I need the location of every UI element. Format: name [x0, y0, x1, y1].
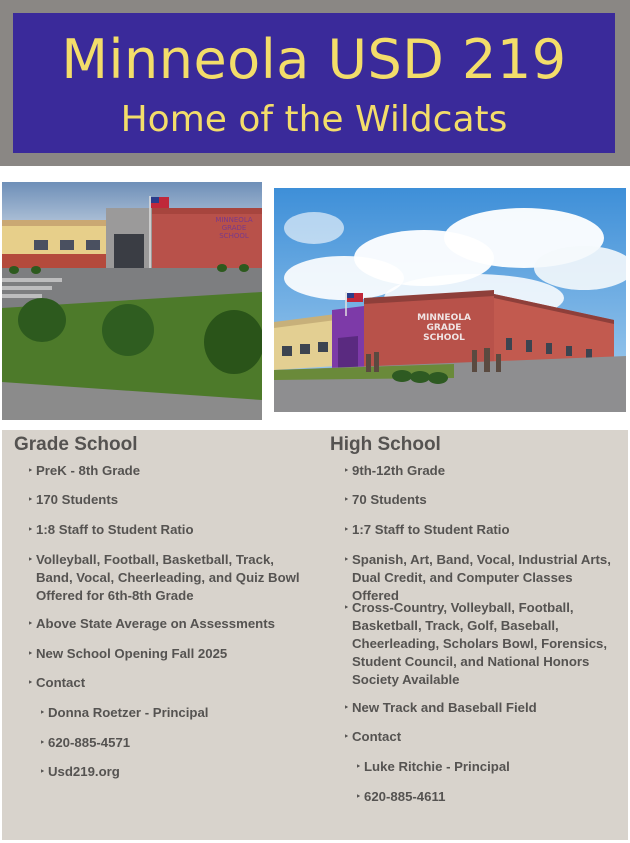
- school-photo-front: [2, 182, 262, 420]
- bullet-icon: ‣: [28, 678, 33, 687]
- bullet-icon: ‣: [40, 738, 45, 747]
- list-item: [330, 551, 622, 605]
- bullet-icon: ‣: [28, 649, 33, 658]
- bullet-icon: ‣: [344, 466, 349, 475]
- list-item-text: 9th-12th Grade: [352, 463, 446, 478]
- title-banner-inner: [13, 13, 615, 153]
- list-item: [14, 615, 306, 633]
- school-photo-front-illustration: [2, 182, 262, 420]
- bullet-icon: ‣: [28, 619, 33, 628]
- list-item: [330, 521, 622, 539]
- page-subtitle: Home of the Wildcats: [120, 99, 508, 140]
- list-item: [330, 599, 622, 689]
- bullet-icon: ‣: [344, 703, 349, 712]
- contact-detail-item: [14, 734, 306, 752]
- list-item-text: Usd219.org: [48, 764, 120, 779]
- photo1-sign-line3: SCHOOL: [219, 232, 249, 240]
- contact-detail-item: [14, 704, 306, 722]
- list-item-text: 620-885-4571: [48, 735, 131, 750]
- bullet-icon: ‣: [28, 466, 33, 475]
- list-item-text: 170 Students: [36, 492, 119, 507]
- list-item: [330, 728, 622, 746]
- bullet-icon: ‣: [344, 603, 349, 612]
- list-item-text: 70 Students: [352, 492, 427, 507]
- photo2-sign-line1: MINNEOLA: [417, 313, 471, 323]
- photo2-sign-line2: GRADE: [426, 323, 462, 333]
- contact-detail-item: [330, 758, 622, 776]
- grade-school-heading: Grade School: [14, 434, 138, 455]
- list-item: [14, 674, 306, 692]
- photo1-sign-line1: MINNEOLA: [215, 216, 253, 224]
- list-item-text: Luke Ritchie - Principal: [364, 759, 510, 774]
- photo1-sign-line2: GRADE: [221, 224, 247, 232]
- list-item: [14, 645, 306, 663]
- list-item-text: Contact: [36, 675, 86, 690]
- list-item: [330, 491, 622, 509]
- bullet-icon: ‣: [344, 555, 349, 564]
- page-title: Minneola USD 219: [61, 28, 567, 91]
- bullet-icon: ‣: [356, 762, 361, 771]
- high-school-heading: High School: [330, 434, 441, 455]
- list-item: [14, 551, 306, 605]
- list-item-text: Above State Average on Assessments: [36, 616, 275, 631]
- list-item: [14, 491, 306, 509]
- bullet-icon: ‣: [356, 792, 361, 801]
- list-item-text: Cross-Country, Volleyball, Football, Basketball, Track, Golf, Baseball, Cheerleading, Scholars Bowl, Forensics, Student Council, and National Honors Society Available: [352, 600, 608, 687]
- bullet-icon: ‣: [344, 495, 349, 504]
- list-item-text: Contact: [352, 729, 402, 744]
- list-item: [330, 462, 622, 480]
- list-item-text: PreK - 8th Grade: [36, 463, 141, 478]
- bullet-icon: ‣: [40, 708, 45, 717]
- info-panel: [2, 430, 628, 840]
- list-item-text: 620-885-4611: [364, 789, 446, 804]
- list-item-text: 1:8 Staff to Student Ratio: [36, 522, 194, 537]
- contact-detail-item: [330, 788, 622, 806]
- title-banner: [0, 0, 630, 166]
- list-item-text: Spanish, Art, Band, Vocal, Industrial Arts, Dual Credit, and Computer Classes Offered: [352, 552, 611, 603]
- list-item: [330, 699, 622, 717]
- list-item: [14, 521, 306, 539]
- list-item-text: New Track and Baseball Field: [352, 700, 537, 715]
- list-item-text: 1:7 Staff to Student Ratio: [352, 522, 510, 537]
- bullet-icon: ‣: [344, 525, 349, 534]
- contact-detail-item: [14, 763, 306, 781]
- list-item-text: Donna Roetzer - Principal: [48, 705, 209, 720]
- school-photo-corner-illustration: [274, 188, 626, 412]
- bullet-icon: ‣: [344, 732, 349, 741]
- bullet-icon: ‣: [40, 767, 45, 776]
- list-item: [14, 462, 306, 480]
- bullet-icon: ‣: [28, 555, 33, 564]
- school-photo-corner: [274, 188, 626, 412]
- photo2-sign-line3: SCHOOL: [423, 333, 465, 343]
- bullet-icon: ‣: [28, 525, 33, 534]
- bullet-icon: ‣: [28, 495, 33, 504]
- list-item-text: New School Opening Fall 2025: [36, 646, 228, 661]
- list-item-text: Volleyball, Football, Basketball, Track, Band, Vocal, Cheerleading, and Quiz Bowl Offered for 6th-8th Grade: [36, 552, 300, 603]
